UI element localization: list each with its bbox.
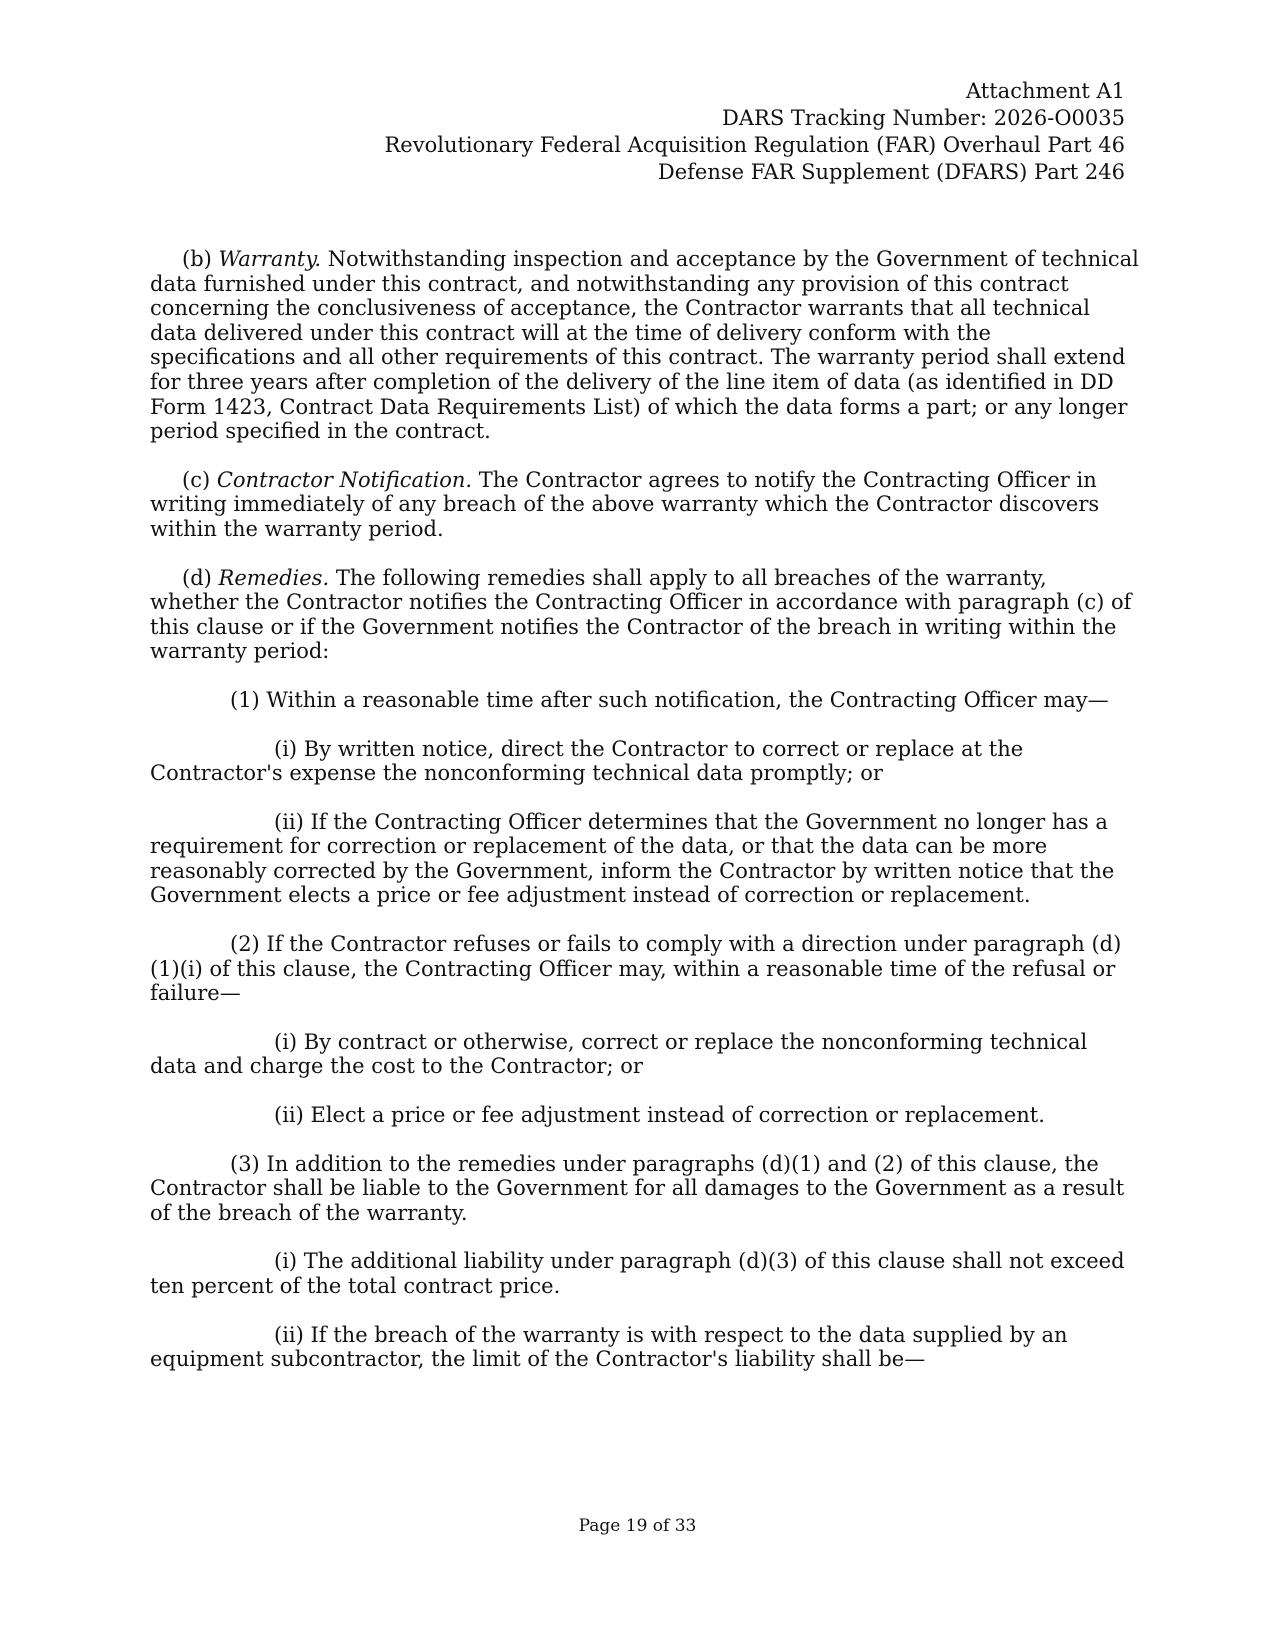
paragraph-d2-ii: (ii) Elect a price or fee adjustment instead of correction or replacement. (274, 1103, 1045, 1128)
paragraph-text: The Contractor agrees to notify the Contracting Officer in writing immediately of any breach of the above warranty which the Contractor discovers within the warranty period. (150, 467, 1100, 541)
dfars-part-title: Defense FAR Supplement (DFARS) Part 246 (657, 160, 1125, 184)
paragraph-d1-i: (i) By written notice, direct the Contractor to correct or replace at the Contractor's expense the nonconforming technical data promptly; or (150, 736, 1024, 786)
paragraph-d3-ii: (ii) If the breach of the warranty is with respect to the data supplied by an equipment subcontractor, the limit of the Contractor's liability shall be— (150, 1322, 1068, 1372)
paragraph-b-warranty (150, 247, 1140, 444)
paragraph-d2-i: (i) By contract or otherwise, correct or replace the nonconforming technical data and charge the cost to the Contractor; or (150, 1029, 1088, 1079)
document-header (225, 78, 1125, 186)
paragraph-heading: Warranty. (218, 247, 322, 271)
paragraph-text: The following remedies shall apply to all breaches of the warranty, whether the Contractor notifies the Contracting Officer in accordance with paragraph (c) of this clause or if the Government notifies the Contractor of the breach in writing within the warranty period: (150, 565, 1132, 664)
paragraph-d3: (3) In addition to the remedies under paragraphs (d)(1) and (2) of this clause, the Contractor shall be liable to the Government for all damages to the Government as a result of the breach of the warranty. (150, 1151, 1125, 1225)
paragraph-label: (d) (182, 565, 219, 590)
attachment-label: Attachment A1 (966, 79, 1125, 103)
paragraph-text: Notwithstanding inspection and acceptance by the Government of technical data furnished under this contract, and notwithstanding any provision of this contract concerning the conclusiveness of acceptance, the Contractor warrants that all technical data delivered under this contract will at the time of delivery conform with the specifications and all other requirements of this contract. The warranty period shall extend for three years after completion of the delivery of the line item of data (as identified in DD Form 1423, Contract Data Requirements List) of which the data forms a part; or any longer period specified in the contract. (150, 247, 1139, 444)
paragraph-d2: (2) If the Contractor refuses or fails to comply with a direction under paragraph (d)(1)(i) of this clause, the Contracting Officer may, within a reasonable time of the refusal or failure— (150, 932, 1122, 1006)
tracking-number: DARS Tracking Number: 2026-O0035 (722, 106, 1125, 130)
page-number: Page 19 of 33 (578, 1516, 697, 1536)
far-part-title: Revolutionary Federal Acquisition Regulation (FAR) Overhaul Part 46 (384, 133, 1125, 157)
paragraph-d1: (1) Within a reasonable time after such notification, the Contracting Officer may— (230, 687, 1109, 712)
paragraph-d3-i: (i) The additional liability under paragraph (d)(3) of this clause shall not exceed ten percent of the total contract price. (150, 1249, 1125, 1298)
paragraph-heading: Remedies. (218, 565, 330, 590)
document-body (150, 247, 1140, 1372)
paragraph-label: (c) (182, 467, 217, 492)
paragraph-label: (b) (182, 247, 219, 271)
paragraph-d1-ii: (ii) If the Contracting Officer determines that the Government no longer has a requirement for correction or replacement of the data, or that the data can be more reasonably corrected by the Government, inform the Contractor by written notice that the Government elects a price or fee adjustment instead of correction or replacement. (150, 809, 1115, 908)
paragraph-d-remedies (150, 566, 1140, 664)
paragraph-heading: Contractor Notification. (216, 467, 473, 492)
paragraph-c-contractor-notification (150, 468, 1140, 542)
